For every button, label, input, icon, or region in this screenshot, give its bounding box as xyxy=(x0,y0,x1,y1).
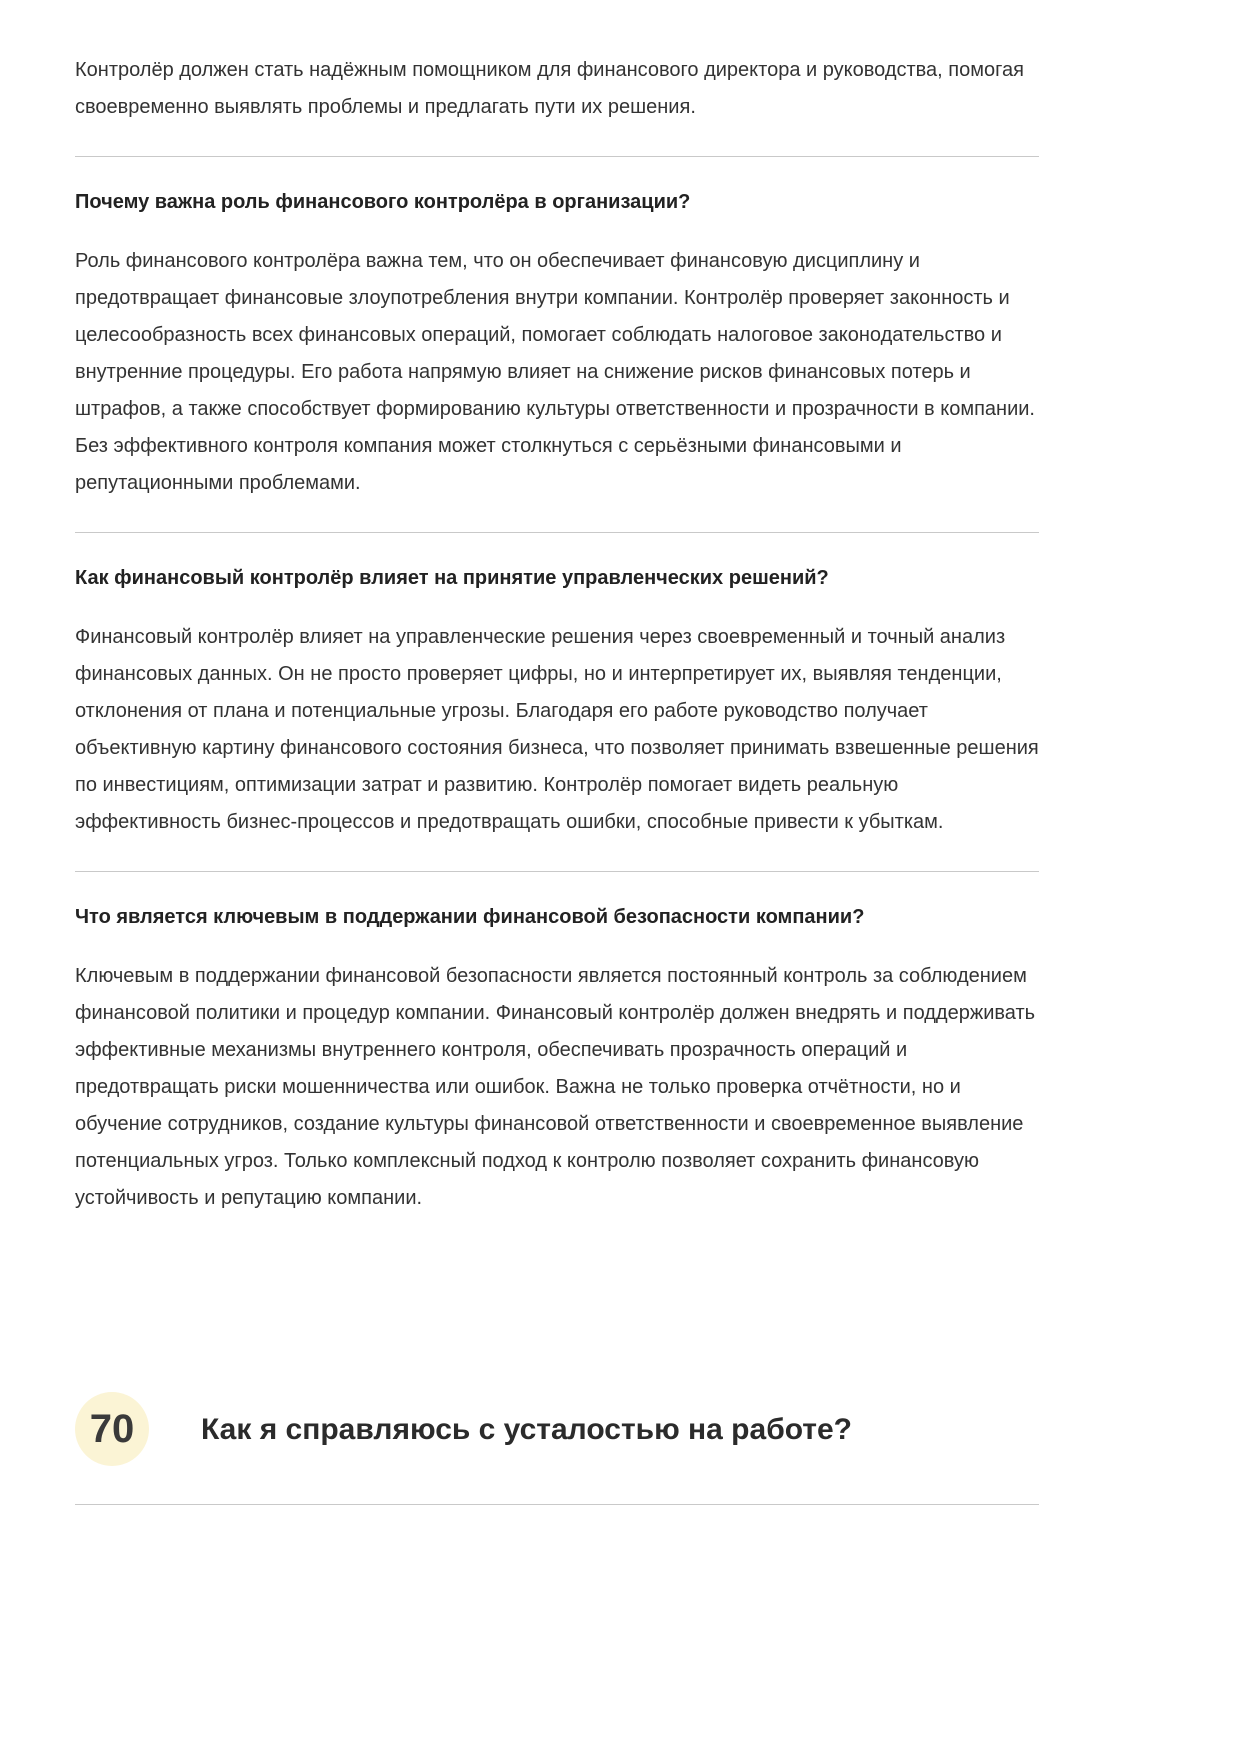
answer-paragraph: Ключевым в поддержании финансовой безопасности является постоянный контроль за соблюдением финансовой политики и процедур компании. Финансовый контролёр должен внедрять и поддерживать эффективные механизмы внутреннего контроля, обеспечивать прозрачность операций и предотвращать риски мошенничества или ошибок. Важна не только проверка отчётности, но и обучение сотрудников, создание культуры финансовой ответственности и своевременное выявление потенциальных угроз. Только комплексный подход к контролю позволяет сохранить финансовую устойчивость и репутацию компании. xyxy=(75,965,1036,1209)
question-heading: Что является ключевым в поддержании финансовой безопасности компании? xyxy=(75,906,865,928)
answer-paragraph: Финансовый контролёр влияет на управленческие решения через своевременный и точный анализ финансовых данных. Он не просто проверяет цифры, но и интерпретирует их, выявляя тенденции, отклонения от плана и потенциальные угрозы. Благодаря его работе руководство получает объективную картину финансового состояния бизнеса, что позволяет принимать взвешенные решения по инвестициям, оптимизации затрат и развитию. Контролёр помогает видеть реальную эффективность бизнес-процессов и предотвращать ошибки, способные привести к убыткам. xyxy=(75,626,1039,833)
chapter-title: Как я справляюсь с усталостью на работе? xyxy=(201,1412,853,1446)
divider xyxy=(75,156,1039,157)
chapter-number-badge: 70 xyxy=(75,1392,149,1466)
intro-paragraph: Контролёр должен стать надёжным помощником для финансового директора и руководства, помогая своевременно выявлять проблемы и предлагать пути их решения. xyxy=(75,59,1024,118)
divider xyxy=(75,532,1039,533)
question-heading: Как финансовый контролёр влияет на принятие управленческих решений? xyxy=(75,567,829,589)
question-heading: Почему важна роль финансового контролёра в организации? xyxy=(75,191,691,213)
qa-section xyxy=(75,563,1039,841)
divider xyxy=(75,871,1039,872)
chapter-header xyxy=(75,1392,1039,1466)
answer-paragraph: Роль финансового контролёра важна тем, что он обеспечивает финансовую дисциплину и предотвращает финансовые злоупотребления внутри компании. Контролёр проверяет законность и целесообразность всех финансовых операций, помогает соблюдать налоговое законодательство и внутренние процедуры. Его работа напрямую влияет на снижение рисков финансовых потерь и штрафов, а также способствует формированию культуры ответственности и прозрачности в компании. Без эффективного контроля компания может столкнуться с серьёзными финансовыми и репутационными проблемами. xyxy=(75,250,1035,494)
qa-section xyxy=(75,902,1039,1217)
qa-section xyxy=(75,187,1039,502)
divider xyxy=(75,1504,1039,1505)
